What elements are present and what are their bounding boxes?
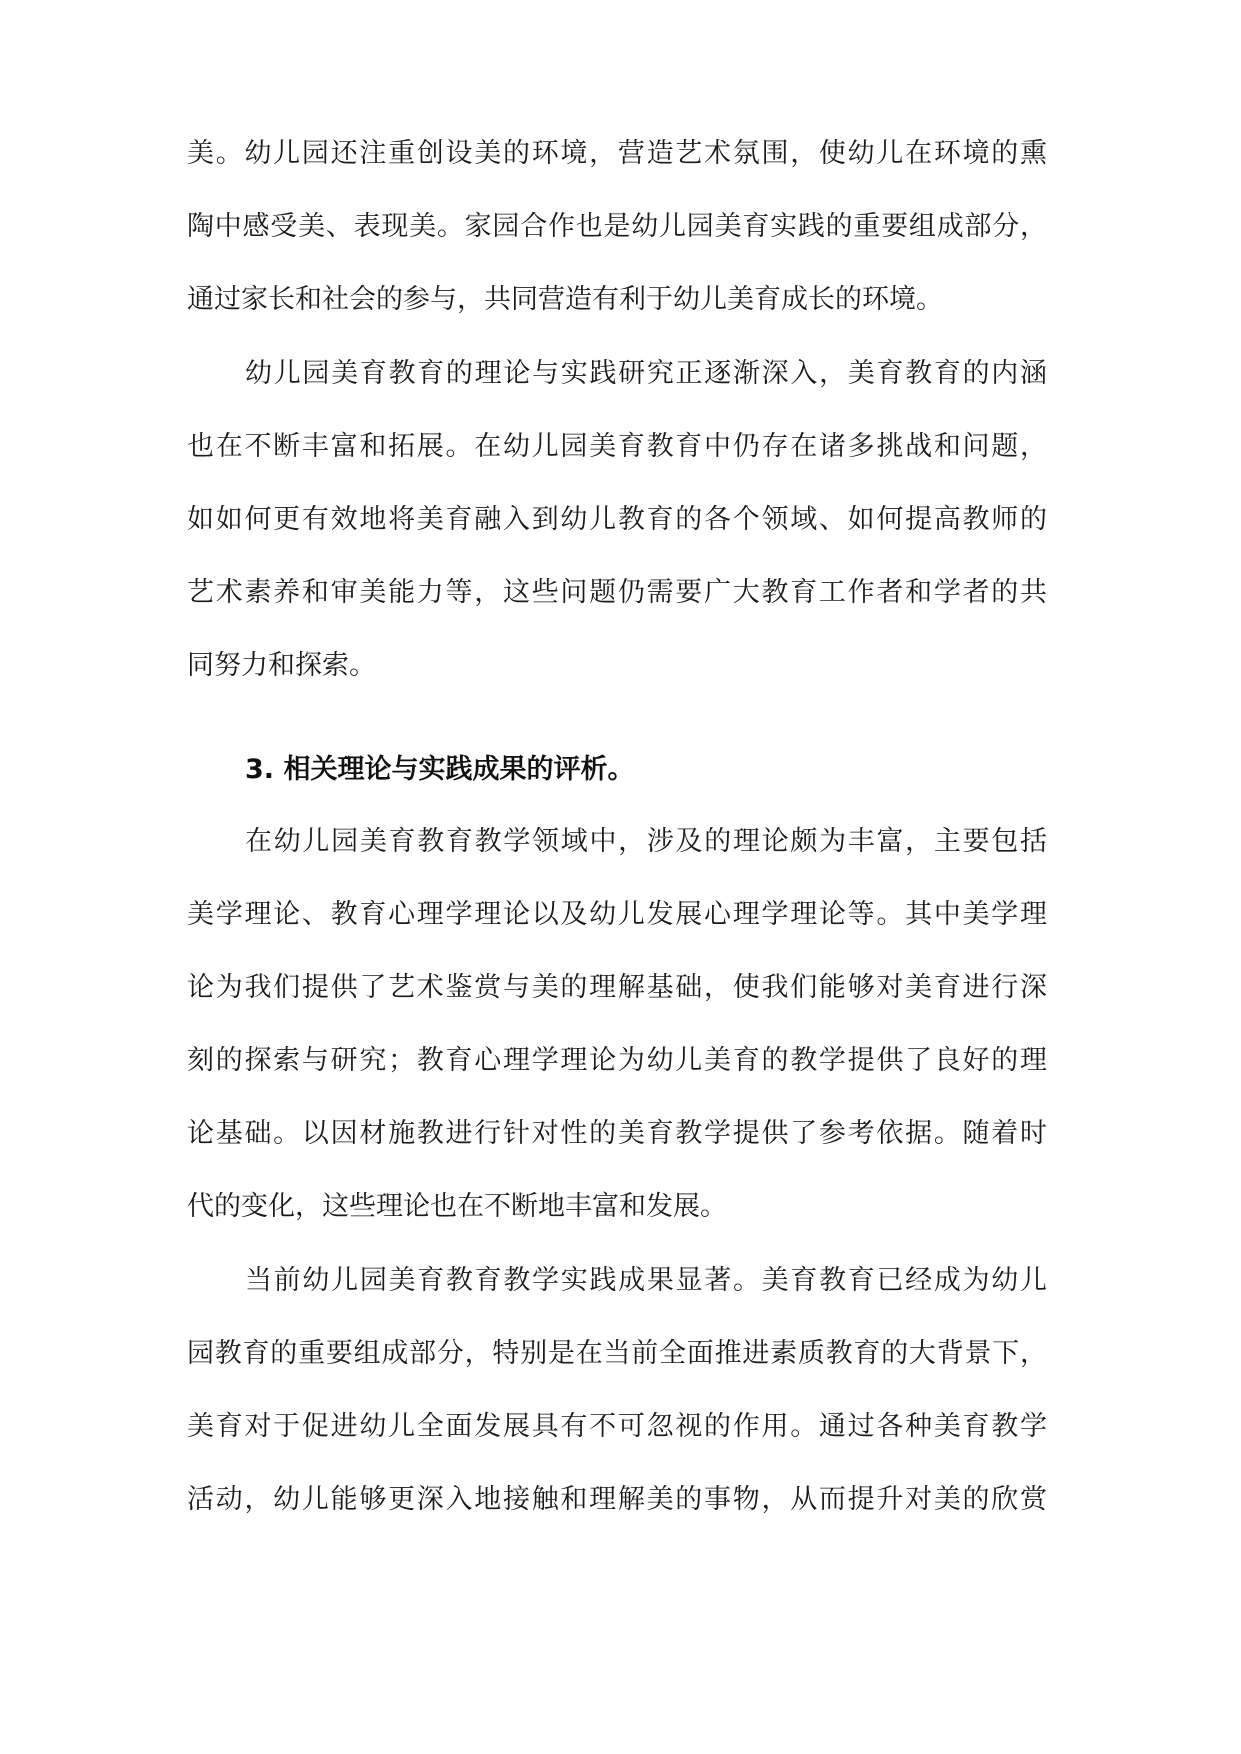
- paragraph-line: 活动，幼儿能够更深入地接触和理解美的事物，从而提升对美的欣赏: [187, 1484, 1047, 1515]
- paragraph-line: 在幼儿园美育教育教学领域中，涉及的理论颇为丰富，主要包括: [245, 826, 1047, 857]
- paragraph-line: 美学理论、教育心理学理论以及幼儿发展心理学理论等。其中美学理: [187, 899, 1047, 930]
- paragraph-line: 当前幼儿园美育教育教学实践成果显著。美育教育已经成为幼儿: [245, 1265, 1047, 1296]
- paragraph-line: 美。幼儿园还注重创设美的环境，营造艺术氛围，使幼儿在环境的熏: [187, 138, 1047, 169]
- paragraph-line: 也在不断丰富和拓展。在幼儿园美育教育中仍存在诸多挑战和问题，: [187, 431, 1047, 462]
- paragraph-line: 美育对于促进幼儿全面发展具有不可忽视的作用。通过各种美育教学: [187, 1411, 1047, 1442]
- paragraph-line: 代的变化，这些理论也在不断地丰富和发展。: [187, 1191, 727, 1222]
- paragraph-line: 陶中感受美、表现美。家园合作也是幼儿园美育实践的重要组成部分，: [187, 211, 1047, 242]
- paragraph-line: 幼儿园美育教育的理论与实践研究正逐渐深入，美育教育的内涵: [245, 358, 1047, 389]
- paragraph-line: 刻的探索与研究；教育心理学理论为幼儿美育的教学提供了良好的理: [187, 1045, 1047, 1076]
- section-heading: 3. 相关理论与实践成果的评析。: [245, 754, 635, 785]
- paragraph-line: 同努力和探索。: [187, 650, 376, 681]
- paragraph-line: 通过家长和社会的参与，共同营造有利于幼儿美育成长的环境。: [187, 284, 943, 315]
- paragraph-line: 论为我们提供了艺术鉴赏与美的理解基础，使我们能够对美育进行深: [187, 972, 1047, 1003]
- paragraph-line: 艺术素养和审美能力等，这些问题仍需要广大教育工作者和学者的共: [187, 577, 1047, 608]
- paragraph-line: 论基础。以因材施教进行针对性的美育教学提供了参考依据。随着时: [187, 1118, 1047, 1149]
- paragraph-line: 如如何更有效地将美育融入到幼儿教育的各个领域、如何提高教师的: [187, 504, 1047, 535]
- paragraph-line: 园教育的重要组成部分，特别是在当前全面推进素质教育的大背景下，: [187, 1338, 1047, 1369]
